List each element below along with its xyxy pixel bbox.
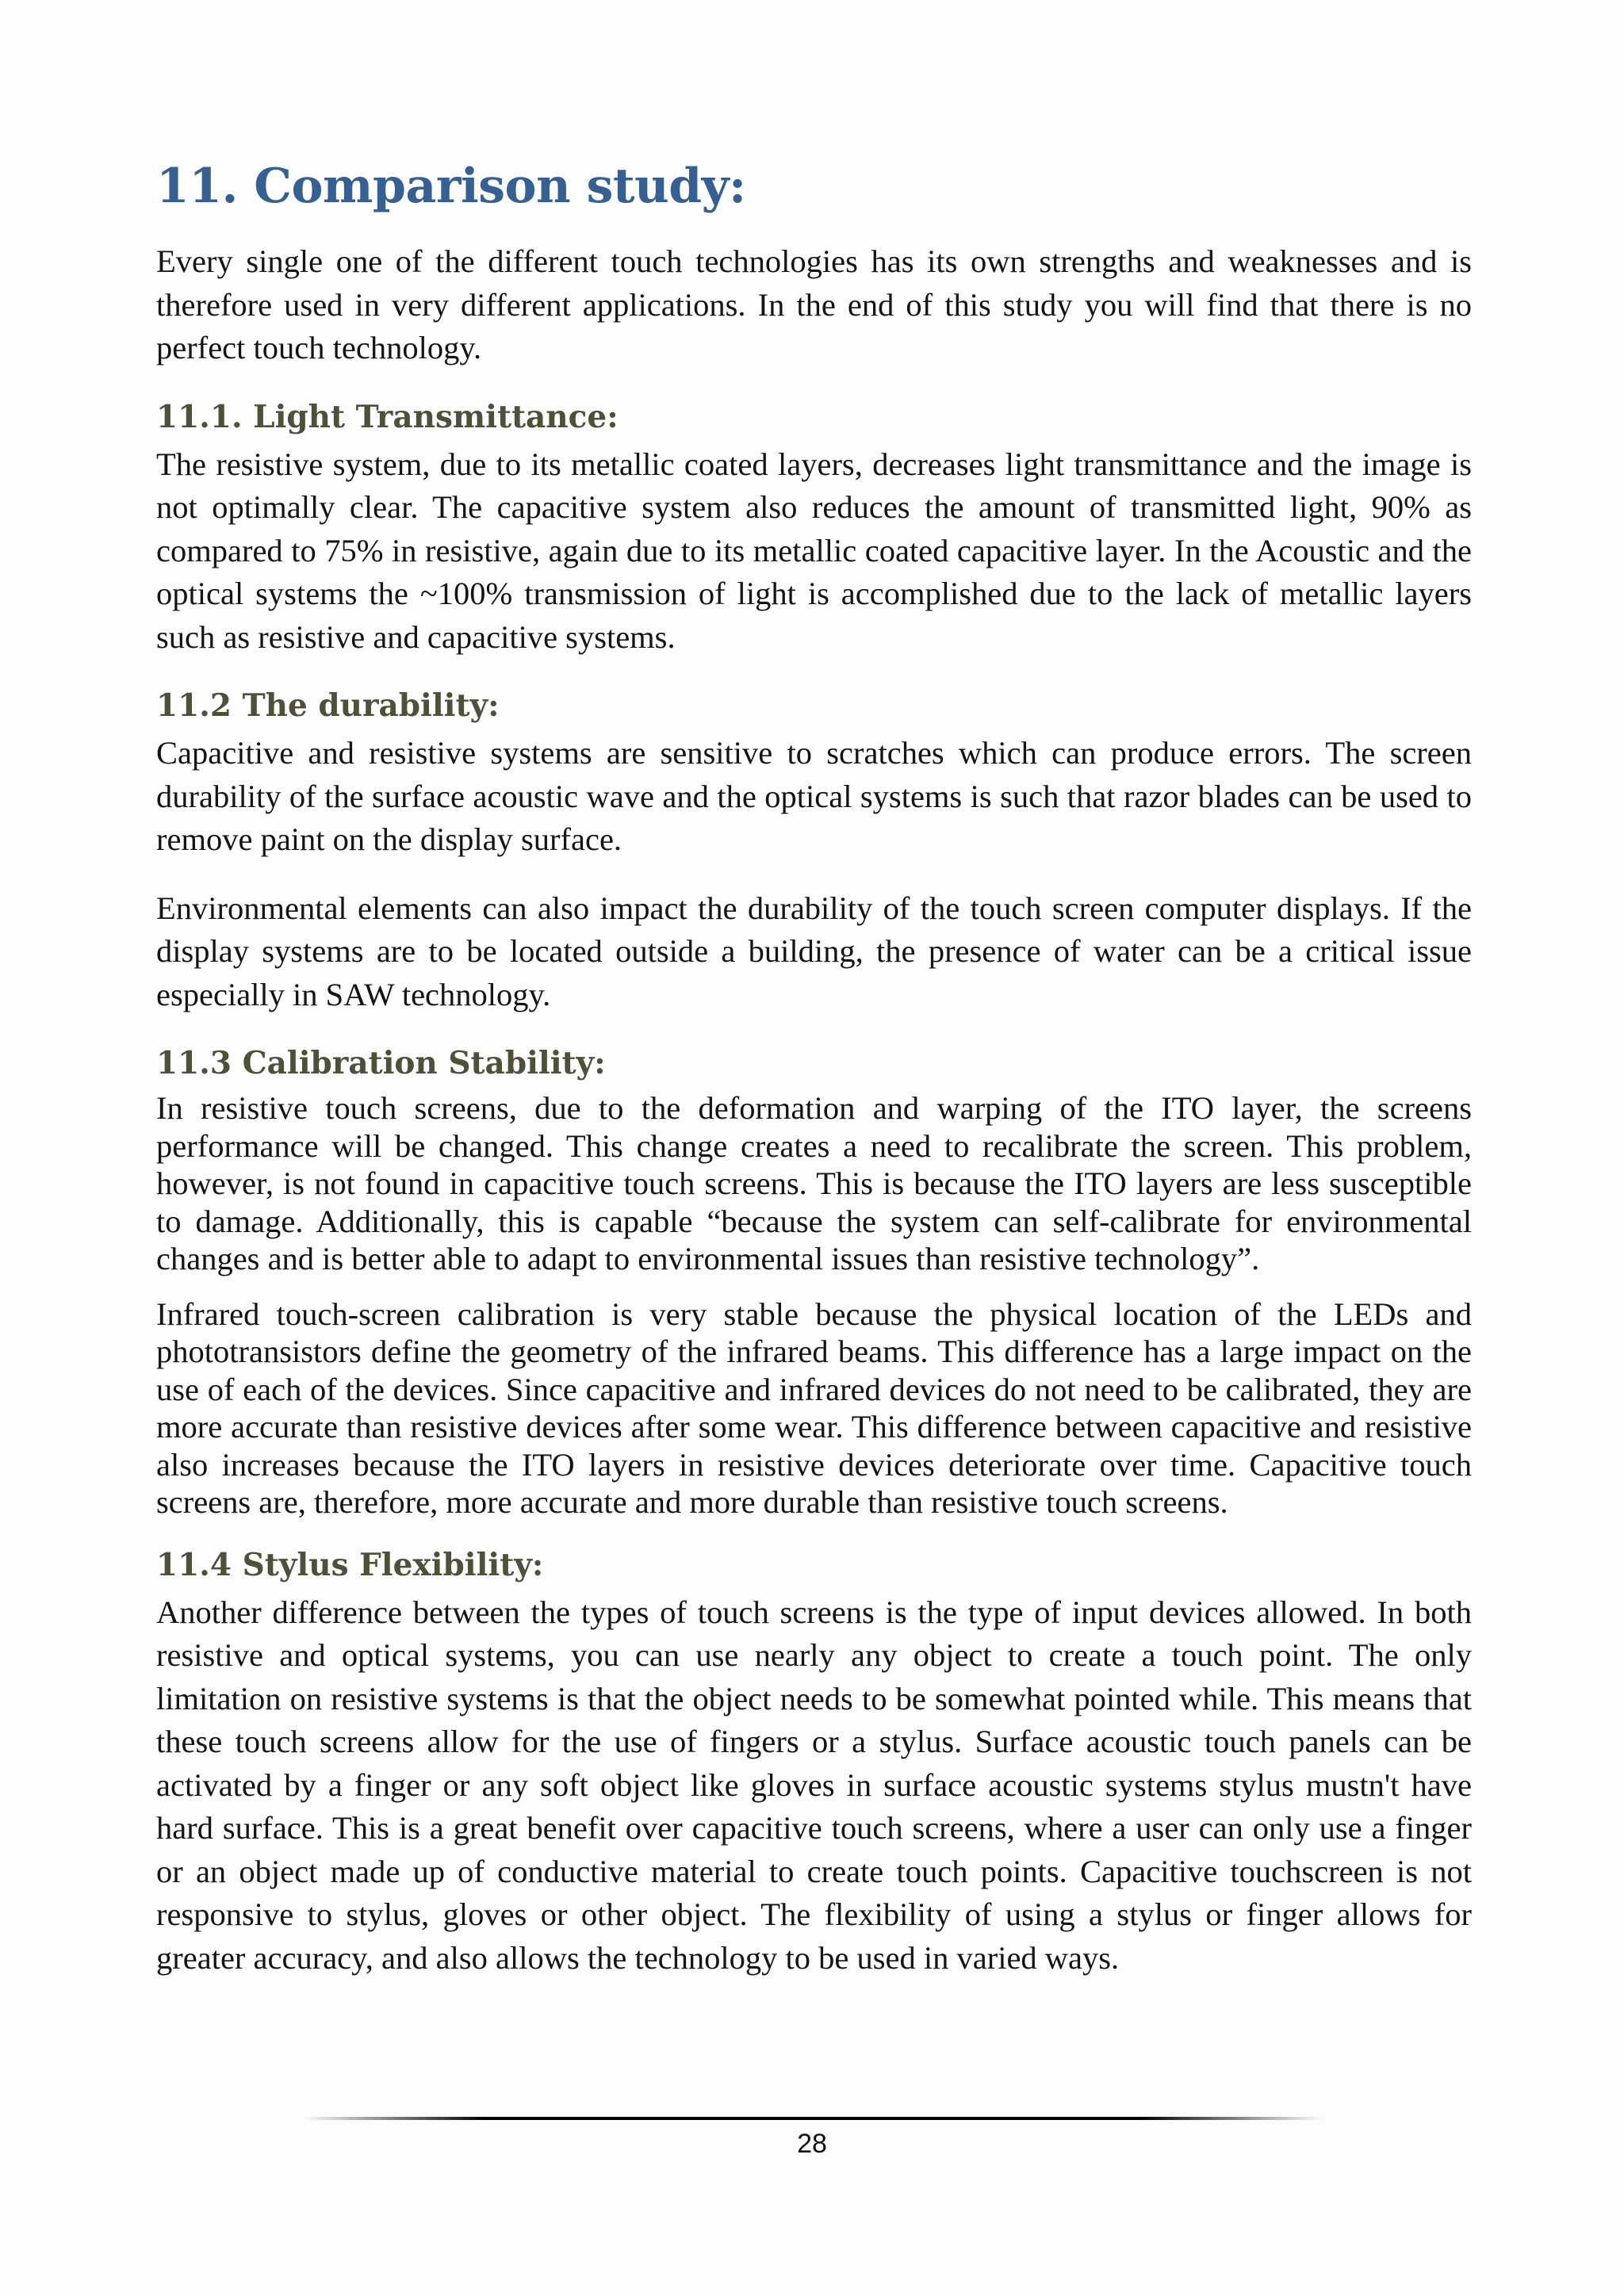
intro-paragraph: Every single one of the different touch technologies has its own strengths and weaknesses and is therefore used in very different applications. In the end of this study you will find that there is no perfect touch technology. bbox=[156, 243, 1472, 365]
durability-paragraph-2: Environmental elements can also impact the durability of the touch screen computer displays. If the display systems are to be located outside a building, the presence of water can be a critical issue especially in SAW technology. bbox=[156, 890, 1472, 1012]
footer-divider bbox=[301, 2117, 1324, 2120]
section-heading-calibration-stability: 11.3 Calibration Stability: bbox=[156, 1045, 606, 1081]
light-transmittance-paragraph: The resistive system, due to its metallic coated layers, decreases light transmittance and the image is not optimally clear. The capacitive system also reduces the amount of transmitted light, 90% as compared to 75% in resistive, again due to its metallic coated capacitive layer. In the Acoustic and the optical systems the ~100% transmission of light is accomplished due to the lack of metallic layers such as resistive and capacitive systems. bbox=[156, 446, 1472, 655]
section-heading-light-transmittance: 11.1. Light Transmittance: bbox=[156, 398, 619, 435]
calibration-paragraph-2: Infrared touch-screen calibration is very stable because the physical location of the LEDs and phototransistors define the geometry of the infrared beams. This difference has a large impact on the use of each of the devices. Since capacitive and infrared devices do not need to be calibrated, they are more accurate than resistive devices after some wear. This difference between capacitive and resistive also increases because the ITO layers in resistive devices deteriorate over time. Capacitive touch screens are, therefore, more accurate and more durable than resistive touch screens. bbox=[156, 1295, 1472, 1520]
section-heading-durability: 11.2 The durability: bbox=[156, 687, 500, 724]
calibration-paragraph-1: In resistive touch screens, due to the deformation and warping of the ITO layer, the screens performance will be changed. This change creates a need to recalibrate the screen. This problem, however, is not found in capacitive touch screens. This is because the ITO layers are less susceptible to damage. Additionally, this is capable “because the system can self-calibrate for environmental changes and is better able to adapt to environmental issues than resistive technology”. bbox=[156, 1090, 1472, 1276]
stylus-flexibility-paragraph: Another difference between the types of touch screens is the type of input devices allowed. In both resistive and optical systems, you can use nearly any object to create a touch point. The only limitation on resistive systems is that the object needs to be somewhat pointed while. This means that these touch screens allow for the use of fingers or a stylus. Surface acoustic touch panels can be activated by a finger or any soft object like gloves in surface acoustic systems stylus mustn't have hard surface. This is a great benefit over capacitive touch screens, where a user can only use a finger or an object made up of conductive material to create touch points. Capacitive touchscreen is not responsive to stylus, gloves or other object. The flexibility of using a stylus or finger allows for greater accuracy, and also allows the technology to be used in varied ways. bbox=[156, 1594, 1472, 1976]
page-title: 11. Comparison study: bbox=[156, 159, 746, 214]
page-number: 28 bbox=[797, 2129, 827, 2159]
section-heading-stylus-flexibility: 11.4 Stylus Flexibility: bbox=[156, 1546, 544, 1583]
durability-paragraph-1: Capacitive and resistive systems are sensitive to scratches which can produce errors. The screen durability of the surface acoustic wave and the optical systems is such that razor blades can be used to remove paint on the display surface. bbox=[156, 735, 1472, 857]
